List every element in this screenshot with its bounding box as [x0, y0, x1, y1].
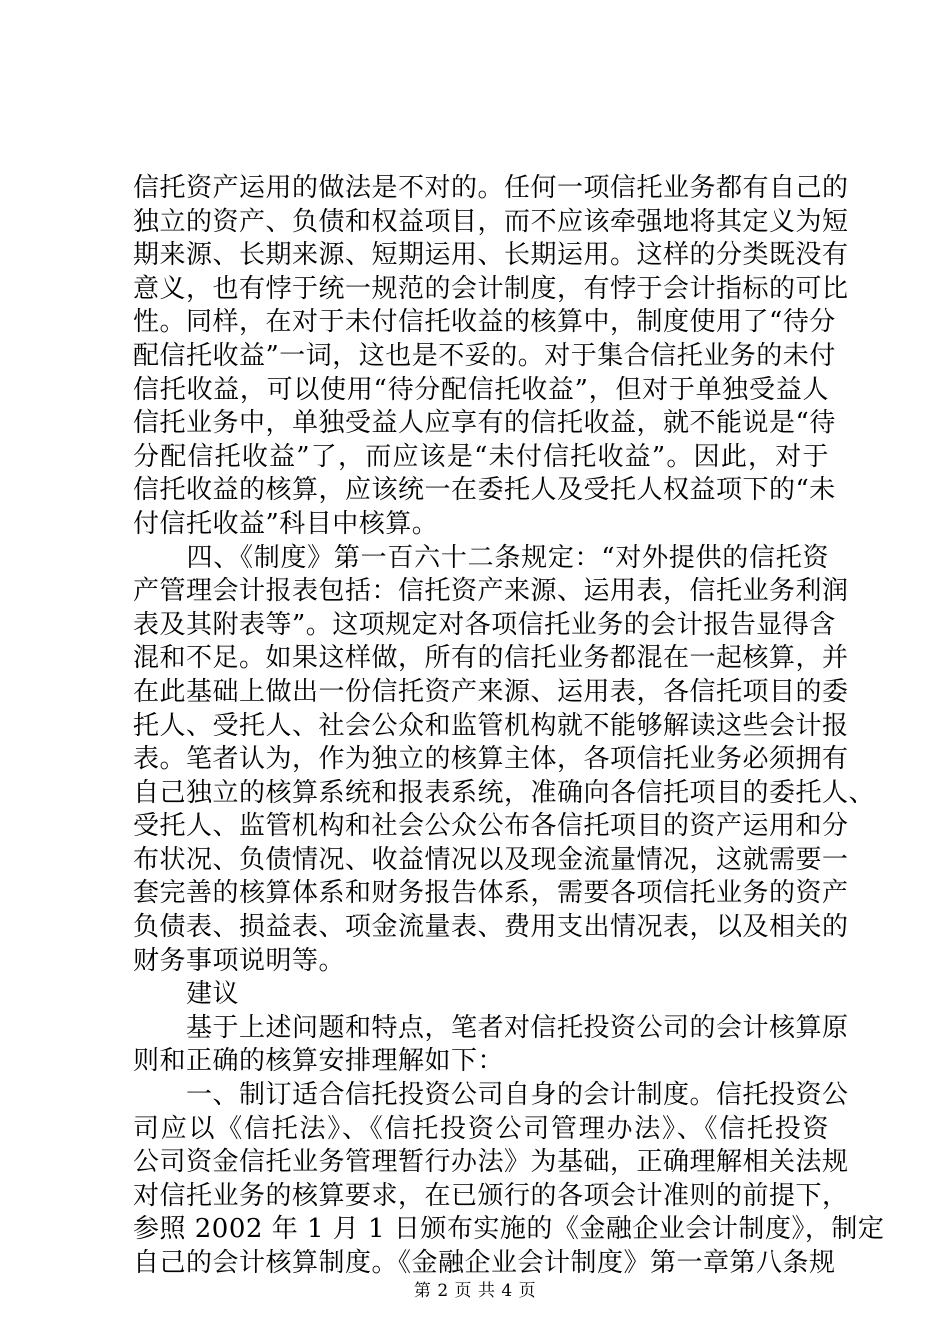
text-line: 负债表、损益表、项金流量表、费用支出情况表，以及相关的	[133, 912, 849, 943]
page-footer: 第 2 页 共 4 页	[413, 1281, 537, 1301]
text-line: 期来源、长期来源、短期运用、长期运用。这样的分类既没有	[133, 240, 849, 271]
text-line: 表。笔者认为，作为独立的核算主体，各项信托业务必须拥有	[133, 744, 849, 775]
text-line: 对信托业务的核算要求，在已颁行的各项会计准则的前提下，	[133, 1180, 849, 1211]
text-line: 意义，也有悖于统一规范的会计制度，有悖于会计指标的可比	[133, 273, 849, 304]
text-line: 性。同样，在对于未付信托收益的核算中，制度使用了“待分	[133, 307, 836, 338]
text-line: 布状况、负债情况、收益情况以及现金流量情况，这就需要一	[133, 844, 849, 875]
text-line: 受托人、监管机构和社会公众公布各信托项目的资产运用和分	[133, 811, 849, 842]
text-line: 分配信托收益”了，而应该是“未付信托收益”。因此，对于	[133, 441, 829, 472]
text-line: 信托业务中，单独受益人应享有的信托收益，就不能说是“待	[133, 408, 836, 439]
text-line: 公司资金信托业务管理暂行办法》为基础，正确理解相关法规	[133, 1147, 849, 1178]
text-line: 自己的会计核算制度。《金融企业会计制度》第一章第八条规	[133, 1248, 836, 1278]
text-line: 四、《制度》第一百六十二条规定：“对外提供的信托资	[133, 542, 829, 573]
text-line: 配信托收益”一词，这也是不妥的。对于集合信托业务的未付	[133, 340, 836, 371]
text-line: 独立的资产、负债和权益项目，而不应该牵强地将其定义为短	[133, 206, 849, 237]
text-line: 在此基础上做出一份信托资产来源、运用表，各信托项目的委	[133, 676, 849, 707]
text-line: 财务事项说明等。	[133, 945, 346, 976]
text-line: 则和正确的核算安排理解如下：	[133, 1046, 505, 1077]
text-line: 信托收益的核算，应该统一在委托人及受托人权益项下的“未	[133, 475, 836, 506]
text-line: 托人、受托人、社会公众和监管机构就不能够解读这些会计报	[133, 710, 849, 741]
text-line: 建议	[133, 979, 240, 1010]
text-line: 混和不足。如果这样做，所有的信托业务都混在一起核算，并	[133, 643, 849, 674]
text-line: 信托资产运用的做法是不对的。任何一项信托业务都有自己的	[133, 173, 849, 203]
text-line: 表及其附表等”。这项规定对各项信托业务的会计报告显得含	[133, 609, 836, 640]
text-line: 付信托收益”科目中核算。	[133, 508, 439, 539]
text-line: 套完善的核算体系和财务报告体系，需要各项信托业务的资产	[133, 878, 849, 909]
text-line: 司应以《信托法》、《信托投资公司管理办法》、《信托投资	[133, 1113, 829, 1144]
text-line: 参照 2002 年 1 月 1 日颁布实施的《金融企业会计制度》，制定	[133, 1214, 885, 1245]
text-line: 信托收益，可以使用“待分配信托收益”，但对于单独受益人	[133, 374, 829, 405]
text-line: 自己独立的核算系统和报表系统，准确向各信托项目的委托人、	[133, 777, 876, 808]
text-line: 产管理会计报表包括：信托资产来源、运用表，信托业务利润	[133, 576, 849, 607]
document-body	[133, 172, 885, 1281]
text-line: 基于上述问题和特点，笔者对信托投资公司的会计核算原	[133, 1012, 849, 1043]
text-line: 一、制订适合信托投资公司自身的会计制度。信托投资公	[133, 1080, 849, 1111]
